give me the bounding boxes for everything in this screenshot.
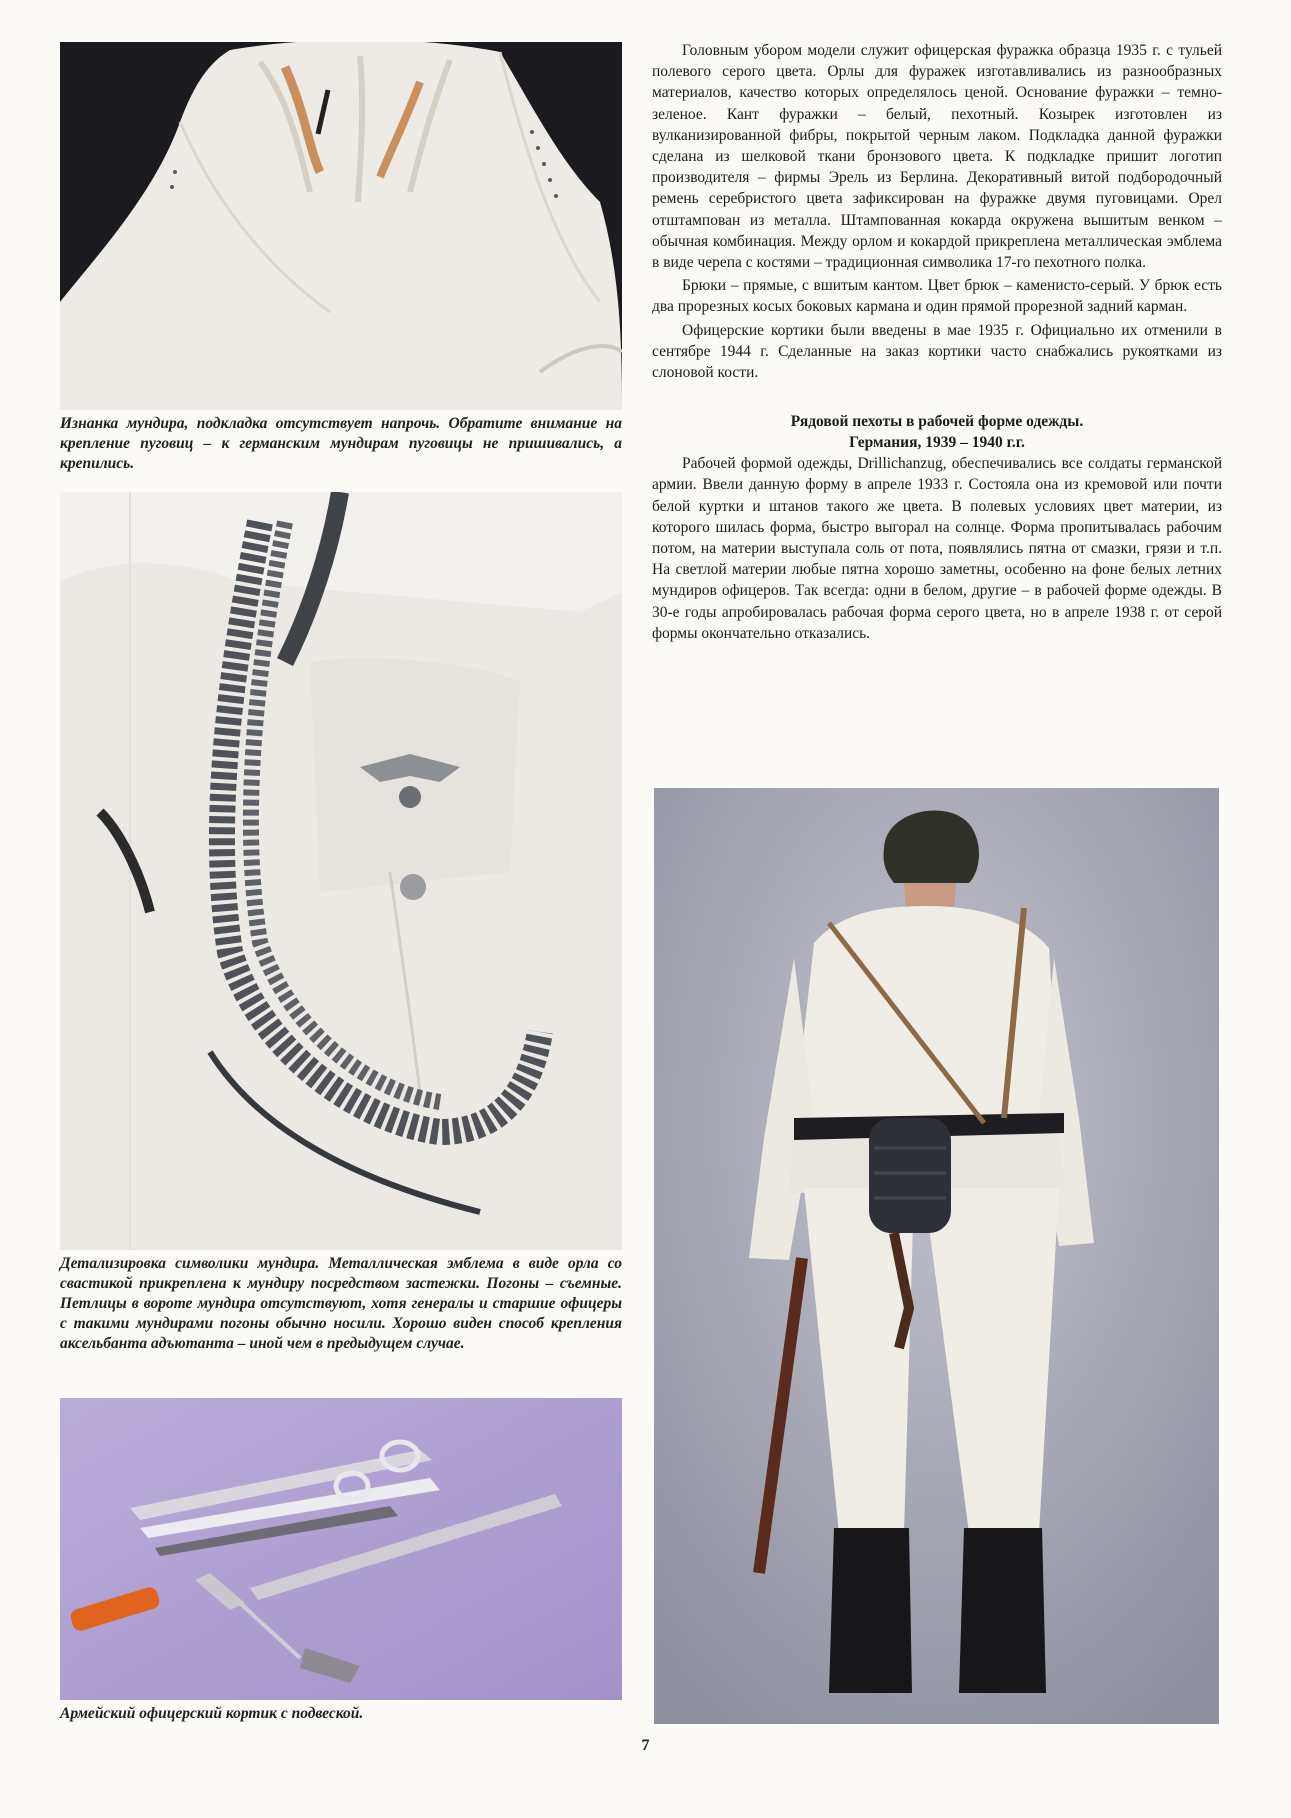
tunic-lining-illustration: [60, 42, 622, 410]
article-column: [652, 40, 1222, 644]
insignia-detail-photo: [60, 492, 622, 1250]
tunic-lining-caption: Изнанка мундира, подкладка отсутствует напрочь. Обратите внимание на крепление пуговиц – к германским мундирам пуговицы не пришивались, а крепились.: [60, 415, 622, 472]
article-paragraph: Головным убором модели служит офицерская фуражка образца 1935 г. с тульей полевого серого цвета. Орлы для фуражек изготавливались из разнообразных материалов, качество которых определялось ценой. Основание фуражки – темно-зеленое. Кант фуражки – белый, пехотный. Козырек изготовлен из вулканизированной фибры, покрытой черным лаком. Подкладка данной фуражки сделана из шелковой ткани бронзового цвета. К подкладке пришит логотип производителя – фирмы Эрель из Берлина. Декоративный витой подбородочный ремень серебристого цвета зафиксирован на фуражке двумя пуговицами. Орел отштампован из металла. Штампованная кокарда окружена вышитым венком – обычная комбинация. Между орлом и кокардой прикреплена металлическая эмблема в виде черепа с костями – традиционная символика 17-го пехотного полка.: [652, 42, 1222, 272]
button-icon: [400, 874, 426, 900]
dagger-photo: [60, 1398, 622, 1700]
dagger-illustration: [60, 1398, 622, 1700]
dagger-caption: Армейский офицерский кортик с подвеской.: [60, 1705, 364, 1722]
soldier-illustration: [654, 788, 1219, 1724]
article-paragraph: Рабочей формой одежды, Drillichanzug, обеспечивались все солдаты германской армии. Ввели данную форму в апреле 1933 г. Состояла она из кремовой или почти белой куртки и штанов такого же цвета. В полевых условиях цвет материи, из которого шилась форма, быстро выгорал на солнце. Форма пропитывалась рабочим потом, на материи выступала соль от пота, появлялись пятна от смазки, грязи и т.п. На светлой материи любые пятна хорошо заметны, особенно на фоне белых летних мундиров офицеров. Так всегда: одни в белом, другие – в рабочей форме одежды. В 30-е годы апробировалась рабочая форма серого цвета, но в апреле 1938 г. от серой формы окончательно отказались.: [652, 455, 1222, 642]
section-heading-line: Германия, 1939 – 1940 г.г.: [849, 434, 1025, 452]
gas-mask-canister: [869, 1118, 951, 1233]
insignia-illustration: [60, 492, 622, 1250]
article-paragraph: Офицерские кортики были введены в мае 1935 г. Официально их отменили в сентябре 1944 г. Сделанные на заказ кортики часто снабжались рукоятками из слоновой кости.: [652, 321, 1222, 382]
left-boot: [829, 1528, 912, 1693]
tunic-lining-photo: [60, 42, 622, 410]
soldier-photo: [654, 788, 1219, 1724]
insignia-detail-caption: Детализировка символики мундира. Металлическая эмблема в виде орла со свастикой прикреплена к мундиру посредством застежки. Погоны – съемные. Петлицы в вороте мундира отсутствуют, хотя генералы и старшие офицеры с такими мундирами погоны обычно носили. Хорошо виден способ крепления аксельбанта адъютанта – иной чем в предыдущем случае.: [60, 1255, 622, 1352]
section-heading-line: Рядовой пехоты в рабочей форме одежды.: [790, 413, 1084, 431]
article-paragraph: Брюки – прямые, с вшитым кантом. Цвет брюк – каменисто-серый. У брюк есть два прорезных косых боковых кармана и один прямой прорезной задний карман.: [652, 277, 1222, 316]
page-number: 7: [641, 1737, 650, 1754]
right-boot: [959, 1528, 1046, 1693]
section-heading: [652, 411, 1222, 453]
